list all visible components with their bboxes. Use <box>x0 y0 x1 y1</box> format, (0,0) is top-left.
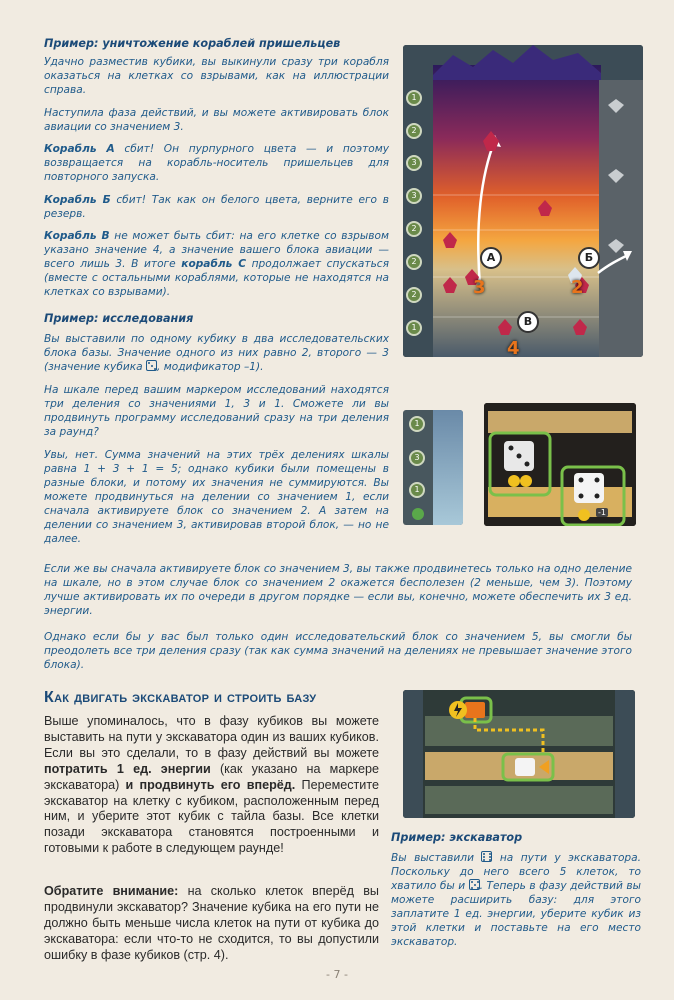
ex1-p4-text: сбит! Так как он белого цвета, верните его в резерв. <box>44 194 389 220</box>
ex1-paragraph-1: Удачно разместив кубики, вы выкинули сразу три корабля оказаться на клетках со взрывами, как на иллюстрации справа. <box>44 56 389 96</box>
energy-cost-emphasis: потратить 1 ед. энергии <box>44 761 211 776</box>
track-cell: 2 <box>406 221 422 237</box>
ex1-paragraph-2: Наступила фаза действий, и вы можете активировать блок авиации со значением 3. <box>44 107 389 133</box>
section-title-excavator: Как двигать экскаватор и строить базу <box>44 689 317 706</box>
die-five-icon <box>469 879 480 890</box>
track-cell: 2 <box>406 254 422 270</box>
advance-emphasis: и продвинуть его вперёд. <box>125 777 296 792</box>
ex1-p5-text-b: продолжает спускаться (вместе с остальными кораблями, которые не находятся на клетках со взрывами). <box>44 258 390 298</box>
die-white-2 <box>574 473 604 503</box>
research-blocks-art <box>484 403 636 526</box>
die-modifier: -1 <box>598 508 606 517</box>
ex1-paragraph-3 <box>44 142 389 184</box>
ship-c-label: корабль С <box>181 258 247 270</box>
ex2-p1-text-b: , модификатор –1). <box>157 361 264 373</box>
ex2-paragraph-1 <box>44 332 389 374</box>
section-p2-text: на сколько клеток вперёд вы продвинули экскаватор? Значение кубика на его пути не должно быть меньше числа клеток на пути от кубика до экскаватора: если что-то не сходится, то вы допустили ошибку в фазе кубиков (стр. 4). <box>44 884 379 962</box>
ship-a-badge: А <box>480 247 502 269</box>
ex2-paragraph-2: На шкале перед вашим маркером исследований находятся три деления со значениями 1, 3 и 1. Сможете ли вы продвинуть программу исследований сразу на три деления за раунд? <box>44 384 389 438</box>
section-paragraph-2 <box>44 884 379 964</box>
ex3-text-a: Вы выставили <box>391 852 482 864</box>
die-six-icon <box>481 851 492 862</box>
ex2-p1-text-a: Вы выставили по одному кубику в два исследовательских блока базы. Значение одного из них равно 2, второго — 3 (значение кубика <box>44 333 389 373</box>
example-title-excavator: Пример: экскаватор <box>391 831 523 844</box>
ship-b-explosion-value: 2 <box>571 277 584 298</box>
ex1-p3-text: сбит! Он пурпурного цвета — и поэтому возвращается на корабль-носитель пришельцев для повторного запуска. <box>44 143 389 183</box>
die-excavator-path <box>515 758 535 776</box>
track-cell: 3 <box>406 155 422 171</box>
excavator-token <box>465 702 485 718</box>
ex3-paragraph <box>391 851 641 949</box>
ex1-p5-text-a: не может быть сбит: на его клетке со взрывом указано значение 4, а значение вашего блока авиации — всего лишь 3. В итоге <box>44 230 389 270</box>
research-blocks-illustration <box>484 403 636 526</box>
track-cell: 2 <box>406 123 422 139</box>
ex1-paragraph-4 <box>44 193 389 221</box>
die-three-icon <box>146 360 157 371</box>
ex3-text-c: . Теперь в фазу действий вы можете расширить базу: для этого заплатите 1 ед. энергии, уберите кубик из этой клетки и поставьте на его место экскаватор. <box>391 880 641 948</box>
ship-v-badge: В <box>517 311 539 333</box>
track-cell: 1 <box>406 320 422 336</box>
research-cell: 3 <box>409 450 425 466</box>
ex2-paragraph-5: Однако если бы у вас был только один исследовательский блок со значением 5, вы смогли бы преодолеть все три деления сразу (так как сумма значений на делениях не превышает значение этого блока). <box>44 631 632 671</box>
excavator-illustration <box>403 690 635 818</box>
research-cell: 1 <box>409 416 425 432</box>
note-emphasis: Обратите внимание: <box>44 884 179 898</box>
ex3-text-b: на пути у экскаватора. Поскольку до него всего 5 клеток, то хватило бы и <box>391 852 642 892</box>
research-cell: 1 <box>409 482 425 498</box>
track-cell: 2 <box>406 287 422 303</box>
ship-v-label: Корабль В <box>44 230 110 242</box>
section-paragraph-1 <box>44 714 379 857</box>
alien-ships-illustration <box>403 45 643 357</box>
excavator-art <box>403 690 635 818</box>
research-track-illustration <box>403 410 463 525</box>
ship-a-explosion-value: 3 <box>473 277 486 298</box>
ship-b-label: Корабль Б <box>44 194 111 206</box>
ex2-paragraph-3: Увы, нет. Сумма значений на этих трёх делениях шкалы равна 1 + 3 + 1 = 5; однако кубики были помещены в разные блоки, и потому их значения не суммируются. Вы можете продвинуться на делении со значением 1, если сначала активируете блок со значением 2. А затем на делении со значением 3, активировав второй блок, — но не далее. <box>44 449 389 545</box>
section-p1-text-a: Выше упоминалось, что в фазу кубиков вы можете выставить на пути у экскаватора один из ваших кубиков. Если вы это сделали, то в фазу действий вы можете <box>44 714 379 760</box>
section-p1-text-b: (как указано на маркере экскаватора) <box>44 761 379 792</box>
ex1-paragraph-5 <box>44 229 389 299</box>
ship-b-badge: Б <box>578 247 600 269</box>
research-track-background <box>433 410 463 525</box>
track-cell: 1 <box>406 90 422 106</box>
example-title-alien-ships: Пример: уничтожение кораблей пришельцев <box>44 37 341 50</box>
example-title-research: Пример: исследования <box>44 312 194 325</box>
ex2-paragraph-4: Если же вы сначала активируете блок со значением 3, вы также продвинетесь только на одно деление на шкале, но в этом случае блок со значением 2 окажется бесполезен (2 меньше, чем 3). Поэтому лучше активировать их по очереди в другом порядке — если вы, конечно, можете обеспечить их 3 ед. энергии. <box>44 563 632 617</box>
ship-a-label: Корабль А <box>44 143 115 155</box>
track-cell: 3 <box>406 188 422 204</box>
ship-v-explosion-value: 4 <box>507 338 520 357</box>
alien-board-art <box>403 45 643 357</box>
section-p1-text-c: Переместите экскаватор на клетку с кубиком, расположенным перед ним, и уберите этот кубик с тайла базы. Все клетки позади экскаватора становятся построенными и готовыми к работе в следующем раунде! <box>44 777 379 856</box>
page-number: - 7 - <box>326 968 348 981</box>
research-marker <box>412 508 424 520</box>
altitude-track <box>403 80 429 357</box>
